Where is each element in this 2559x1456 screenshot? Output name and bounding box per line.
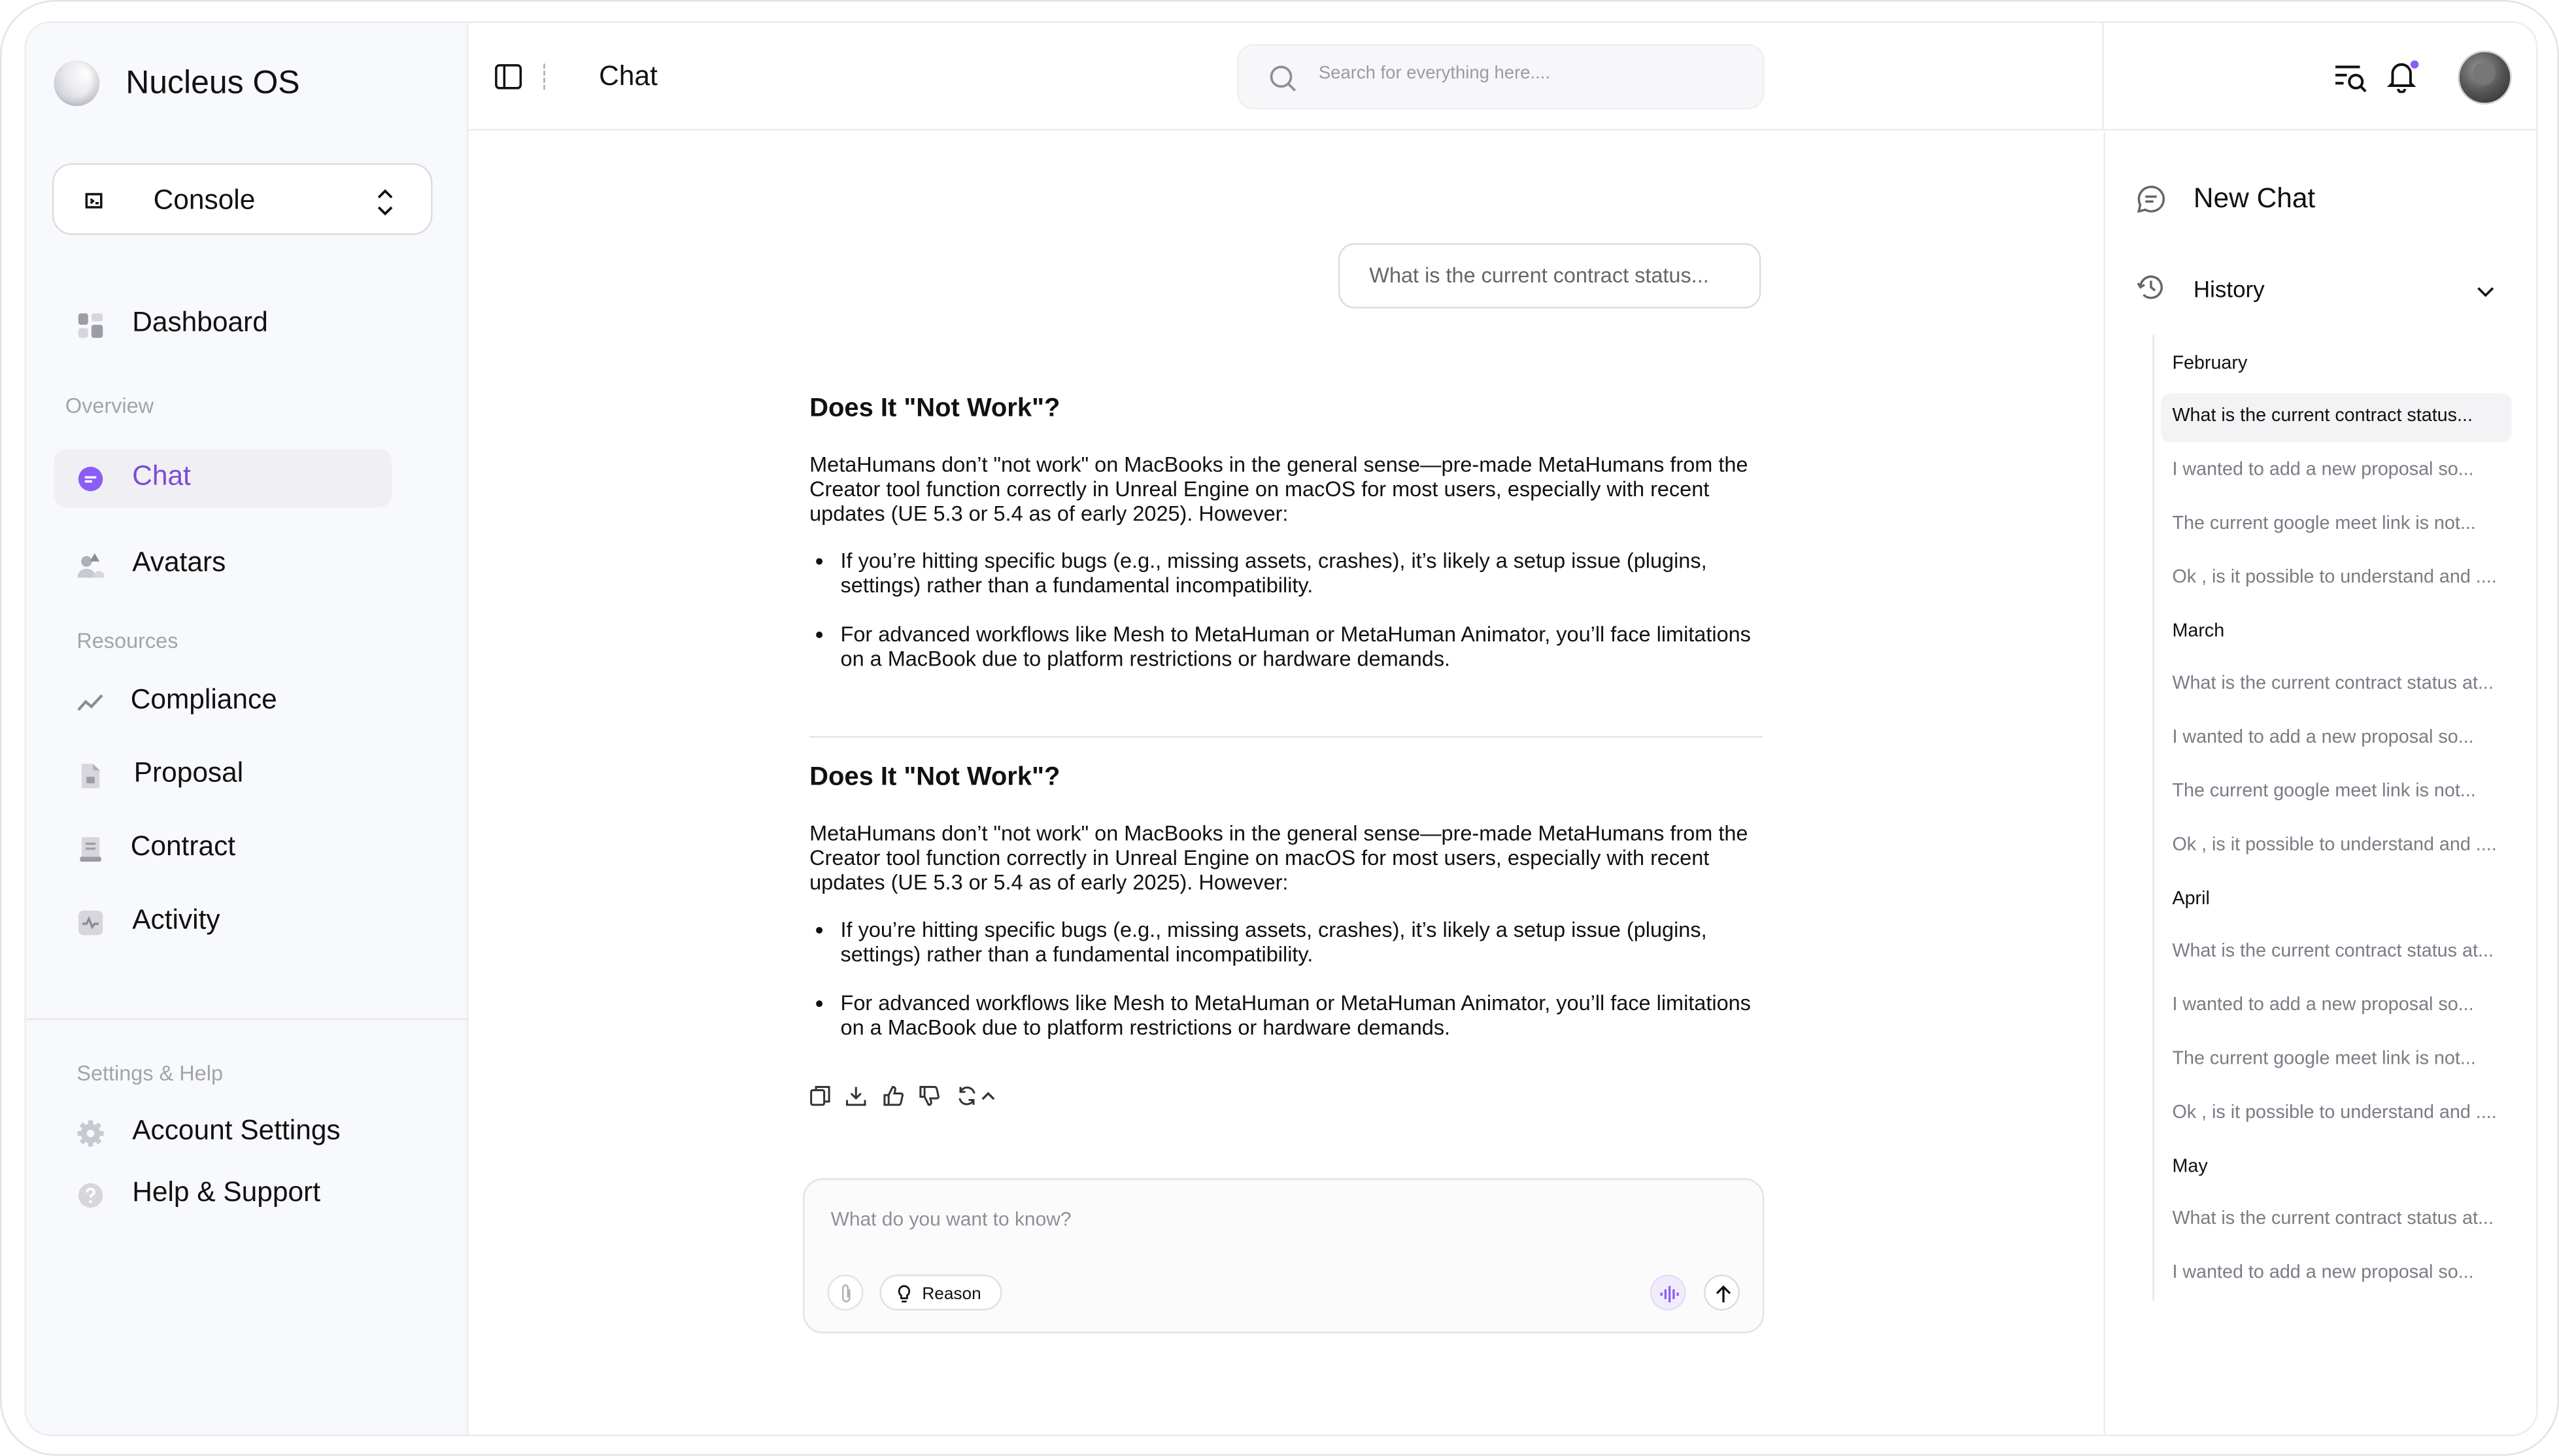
history-timeline xyxy=(2152,335,2154,1301)
user-message: What is the current contract status... xyxy=(1338,243,1761,309)
new-chat-button[interactable]: New Chat xyxy=(2193,182,2316,214)
answer-bullets xyxy=(841,549,1763,671)
section-overview: Overview xyxy=(65,393,154,418)
history-month: May xyxy=(2172,1157,2208,1177)
message-composer[interactable] xyxy=(803,1178,1764,1333)
reason-button[interactable] xyxy=(879,1275,1002,1311)
thumbs-down-icon[interactable] xyxy=(919,1085,940,1106)
history-item[interactable]: Ok , is it possible to understand and .... xyxy=(2172,1103,2497,1123)
sidebar-item-label: Compliance xyxy=(130,683,277,715)
topbar-divider xyxy=(2102,23,2103,131)
history-icon xyxy=(2137,273,2166,302)
sidebar-divider xyxy=(26,1019,468,1020)
workspace-label: Console xyxy=(153,184,256,216)
assistant-answer xyxy=(809,395,1763,695)
lightbulb-icon xyxy=(896,1285,912,1304)
sidebar-item-activity[interactable] xyxy=(54,892,392,951)
paperclip-icon xyxy=(839,1283,853,1304)
search-icon xyxy=(1268,63,1298,93)
console-icon xyxy=(82,188,108,214)
answer-heading: Does It "Not Work"? xyxy=(809,395,1060,423)
history-item[interactable]: The current google meet link is not... xyxy=(2172,514,2476,534)
history-item[interactable]: The current google meet link is not... xyxy=(2172,1049,2476,1070)
help-icon xyxy=(76,1181,104,1209)
section-settings-help: Settings & Help xyxy=(76,1060,224,1085)
sidebar-item-label: Avatars xyxy=(132,547,226,578)
sidebar-item-chat[interactable] xyxy=(54,449,392,507)
chevron-up-down-icon xyxy=(374,188,397,217)
history-item[interactable]: I wanted to add a new proposal so... xyxy=(2172,460,2474,480)
history-item[interactable]: What is the current contract status at... xyxy=(2172,1209,2494,1229)
answer-divider xyxy=(809,736,1763,737)
app-logo xyxy=(54,60,99,106)
sidebar-item-label: Dashboard xyxy=(132,307,268,338)
chevron-down-icon[interactable] xyxy=(2476,286,2496,299)
composer-placeholder: What do you want to know? xyxy=(830,1208,1072,1231)
avatar[interactable] xyxy=(2458,50,2511,104)
app-window xyxy=(24,21,2537,1436)
toolbar-separator xyxy=(543,63,545,90)
history-item[interactable]: What is the current contract status at... xyxy=(2172,673,2494,694)
search-list-icon[interactable] xyxy=(2334,60,2368,94)
answer-bullet: • For advanced workflows like Mesh to MetaHuman or MetaHuman Animator, you’ll face limitations on a MacBook due to platform restrictions or hardware demands. xyxy=(841,990,1763,1040)
history-item[interactable]: What is the current contract status... xyxy=(2161,394,2512,443)
sidebar-item-dashboard[interactable] xyxy=(54,296,392,354)
sidebar xyxy=(26,23,468,1436)
thumbs-up-icon[interactable] xyxy=(883,1085,904,1106)
section-resources: Resources xyxy=(76,628,178,653)
copy-icon[interactable] xyxy=(809,1085,830,1106)
sidebar-toggle-icon[interactable] xyxy=(494,63,522,90)
sidebar-item-help-support[interactable] xyxy=(54,1165,392,1224)
download-icon[interactable] xyxy=(845,1085,866,1106)
arrow-up-icon xyxy=(1714,1285,1733,1304)
new-chat-icon[interactable] xyxy=(2137,184,2166,214)
sidebar-item-label: Account Settings xyxy=(132,1114,341,1146)
answer-paragraph: MetaHumans don’t "not work" on MacBooks in the general sense—pre-made MetaHumans from the Creator tool function correctly in Unreal Engine on macOS for most users, especially with recent updates (UE 5.3 or 5.4 as of early 2025). However: xyxy=(809,452,1748,526)
history-item[interactable]: Ok , is it possible to understand and .... xyxy=(2172,567,2497,588)
chat-area xyxy=(468,132,2103,1436)
history-month: February xyxy=(2172,354,2248,374)
attach-button[interactable] xyxy=(828,1275,864,1311)
gear-icon xyxy=(76,1119,104,1147)
sidebar-item-contract[interactable] xyxy=(54,819,392,878)
sidebar-item-label: Activity xyxy=(132,904,220,936)
chat-icon xyxy=(76,465,104,492)
answer-heading: Does It "Not Work"? xyxy=(809,764,1060,792)
regenerate-icon[interactable] xyxy=(957,1085,977,1106)
sidebar-item-label: Proposal xyxy=(133,757,244,788)
sidebar-item-proposal[interactable] xyxy=(54,746,392,805)
history-panel xyxy=(2104,132,2538,1436)
answer-bullet: • If you’re hitting specific bugs (e.g., missing assets, crashes), it’s likely a setup issue (plugins, settings) rather than a fundamental incompatibility. xyxy=(841,549,1763,598)
sidebar-item-label: Help & Support xyxy=(132,1176,320,1208)
sidebar-item-avatars[interactable] xyxy=(54,535,392,594)
page-title: Chat xyxy=(599,60,658,92)
trend-icon xyxy=(76,688,104,716)
top-bar xyxy=(468,23,2537,131)
sidebar-item-compliance[interactable] xyxy=(54,672,392,731)
avatars-icon xyxy=(76,552,104,579)
answer-bullet: • For advanced workflows like Mesh to MetaHuman or MetaHuman Animator, you’ll face limitations on a MacBook due to platform restrictions or hardware demands. xyxy=(841,622,1763,671)
workspace-selector[interactable] xyxy=(52,163,433,235)
search-input[interactable] xyxy=(1319,63,1727,83)
history-item[interactable]: What is the current contract status at... xyxy=(2172,941,2494,962)
history-month: March xyxy=(2172,622,2225,642)
waveform-icon xyxy=(1660,1285,1680,1304)
notification-dot xyxy=(2409,59,2420,70)
history-month: April xyxy=(2172,889,2210,909)
app-name: Nucleus OS xyxy=(126,65,300,101)
history-item[interactable]: The current google meet link is not... xyxy=(2172,781,2476,802)
dashboard-icon xyxy=(76,312,104,339)
history-item[interactable]: I wanted to add a new proposal so... xyxy=(2172,995,2474,1015)
sidebar-item-label: Chat xyxy=(132,460,191,492)
search-bar[interactable] xyxy=(1237,44,1764,109)
reason-label: Reason xyxy=(922,1284,981,1304)
history-item[interactable]: I wanted to add a new proposal so... xyxy=(2172,1263,2474,1283)
document-icon xyxy=(76,762,104,790)
history-title[interactable]: History xyxy=(2193,275,2265,302)
activity-icon xyxy=(76,909,104,936)
answer-bullet: • If you’re hitting specific bugs (e.g., missing assets, crashes), it’s likely a setup issue (plugins, settings) rather than a fundamental incompatibility. xyxy=(841,917,1763,966)
chevron-up-icon[interactable] xyxy=(977,1085,998,1106)
sidebar-item-account-settings[interactable] xyxy=(54,1103,392,1162)
sidebar-item-label: Contract xyxy=(130,830,236,862)
answer-bullets xyxy=(841,917,1763,1040)
answer-paragraph: MetaHumans don’t "not work" on MacBooks in the general sense—pre-made MetaHumans from the Creator tool function correctly in Unreal Engine on macOS for most users, especially with recent updates (UE 5.3 or 5.4 as of early 2025). However: xyxy=(809,821,1748,894)
assistant-answer xyxy=(809,764,1763,1064)
history-item[interactable]: I wanted to add a new proposal so... xyxy=(2172,728,2474,748)
send-button[interactable] xyxy=(1704,1275,1740,1311)
voice-button[interactable] xyxy=(1650,1275,1686,1311)
contract-icon xyxy=(76,836,104,863)
history-item[interactable]: Ok , is it possible to understand and .... xyxy=(2172,836,2497,856)
